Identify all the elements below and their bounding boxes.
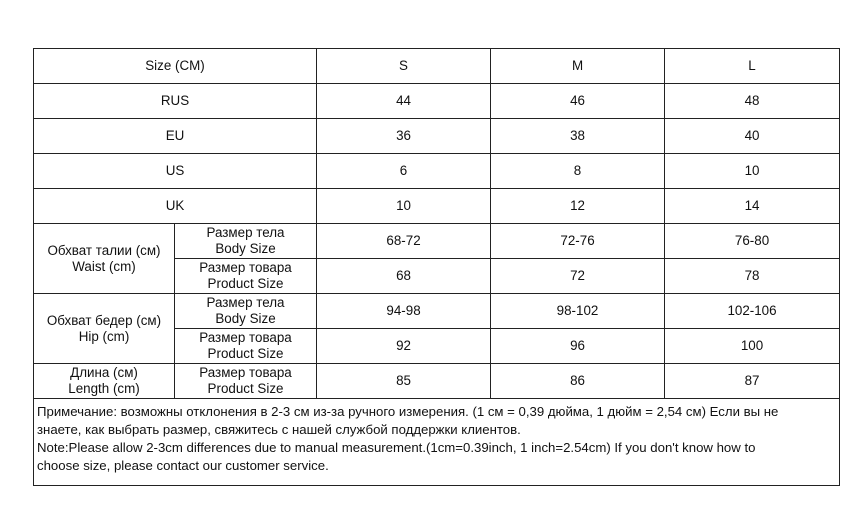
table-cell: 78	[665, 259, 840, 294]
table-cell: 68-72	[317, 224, 491, 259]
table-cell: 6	[317, 154, 491, 189]
body-size-label-ru: Размер тела	[206, 295, 285, 310]
table-cell: 100	[665, 329, 840, 364]
row-label: RUS	[34, 84, 317, 119]
note-ru-line-1: Примечание: возможны отклонения в 2-3 см из-за ручного измерения. (1 см = 0,39 дюйма, 1 дюйм = 2,54 см) Если вы не	[37, 404, 779, 419]
table-cell: 85	[317, 364, 491, 399]
table-row-hip-body	[34, 294, 840, 329]
product-size-label-ru: Размер товара	[199, 330, 292, 345]
body-size-label	[175, 294, 317, 329]
table-cell: 44	[317, 84, 491, 119]
hip-label-ru: Обхват бедер (см)	[46, 312, 162, 328]
table-row-uk	[34, 189, 840, 224]
note-ru-line-2: знаете, как выбрать размер, свяжитесь с нашей службой поддержки клиентов.	[37, 422, 521, 437]
table-row-rus	[34, 84, 840, 119]
table-cell: 102-106	[665, 294, 840, 329]
hip-label-en: Hip (cm)	[78, 328, 130, 344]
table-cell: 96	[491, 329, 665, 364]
size-header-m: M	[491, 49, 665, 84]
product-size-label-en: Product Size	[207, 276, 284, 291]
table-cell: 8	[491, 154, 665, 189]
table-cell: 12	[491, 189, 665, 224]
table-cell: 72-76	[491, 224, 665, 259]
row-label: UK	[34, 189, 317, 224]
table-cell: 94-98	[317, 294, 491, 329]
table-cell: 46	[491, 84, 665, 119]
length-label-ru: Длина (см)	[70, 365, 138, 380]
length-label	[34, 364, 175, 399]
table-cell: 98-102	[491, 294, 665, 329]
table-row-length	[34, 364, 840, 399]
product-size-label-en: Product Size	[207, 346, 284, 361]
table-row-waist-body	[34, 224, 840, 259]
body-size-label-en: Body Size	[215, 311, 276, 326]
table-row-us	[34, 154, 840, 189]
table-cell: 76-80	[665, 224, 840, 259]
note-en-line-2: choose size, please contact our customer service.	[37, 458, 329, 473]
table-cell: 86	[491, 364, 665, 399]
product-size-label	[175, 259, 317, 294]
table-cell: 68	[317, 259, 491, 294]
product-size-label-ru: Размер товара	[199, 260, 292, 275]
table-cell: 92	[317, 329, 491, 364]
row-label: US	[34, 154, 317, 189]
table-cell: 14	[665, 189, 840, 224]
size-note	[34, 399, 840, 486]
table-cell: 87	[665, 364, 840, 399]
product-size-label	[175, 329, 317, 364]
size-header-label: Size (CM)	[34, 49, 317, 84]
table-cell: 72	[491, 259, 665, 294]
note-en-line-1: Note:Please allow 2-3cm differences due to manual measurement.(1cm=0.39inch, 1 inch=2.54cm) If you don't know how to	[37, 440, 756, 455]
length-label-en: Length (cm)	[68, 381, 140, 396]
table-cell: 40	[665, 119, 840, 154]
size-header-l: L	[665, 49, 840, 84]
product-size-label-en: Product Size	[207, 381, 284, 396]
size-chart-table	[33, 48, 840, 486]
hip-label	[34, 294, 175, 364]
body-size-label	[175, 224, 317, 259]
table-cell: 38	[491, 119, 665, 154]
product-size-label	[175, 364, 317, 399]
waist-label-en: Waist (cm)	[72, 258, 136, 274]
size-header-s: S	[317, 49, 491, 84]
table-header-row	[34, 49, 840, 84]
product-size-label-ru: Размер товара	[199, 365, 292, 380]
table-cell: 36	[317, 119, 491, 154]
table-row-eu	[34, 119, 840, 154]
waist-label	[34, 224, 175, 294]
table-cell: 10	[317, 189, 491, 224]
body-size-label-ru: Размер тела	[206, 225, 285, 240]
waist-label-ru: Обхват талии (см)	[47, 242, 161, 258]
table-cell: 10	[665, 154, 840, 189]
row-label: EU	[34, 119, 317, 154]
table-row-note	[34, 399, 840, 486]
body-size-label-en: Body Size	[215, 241, 276, 256]
table-cell: 48	[665, 84, 840, 119]
